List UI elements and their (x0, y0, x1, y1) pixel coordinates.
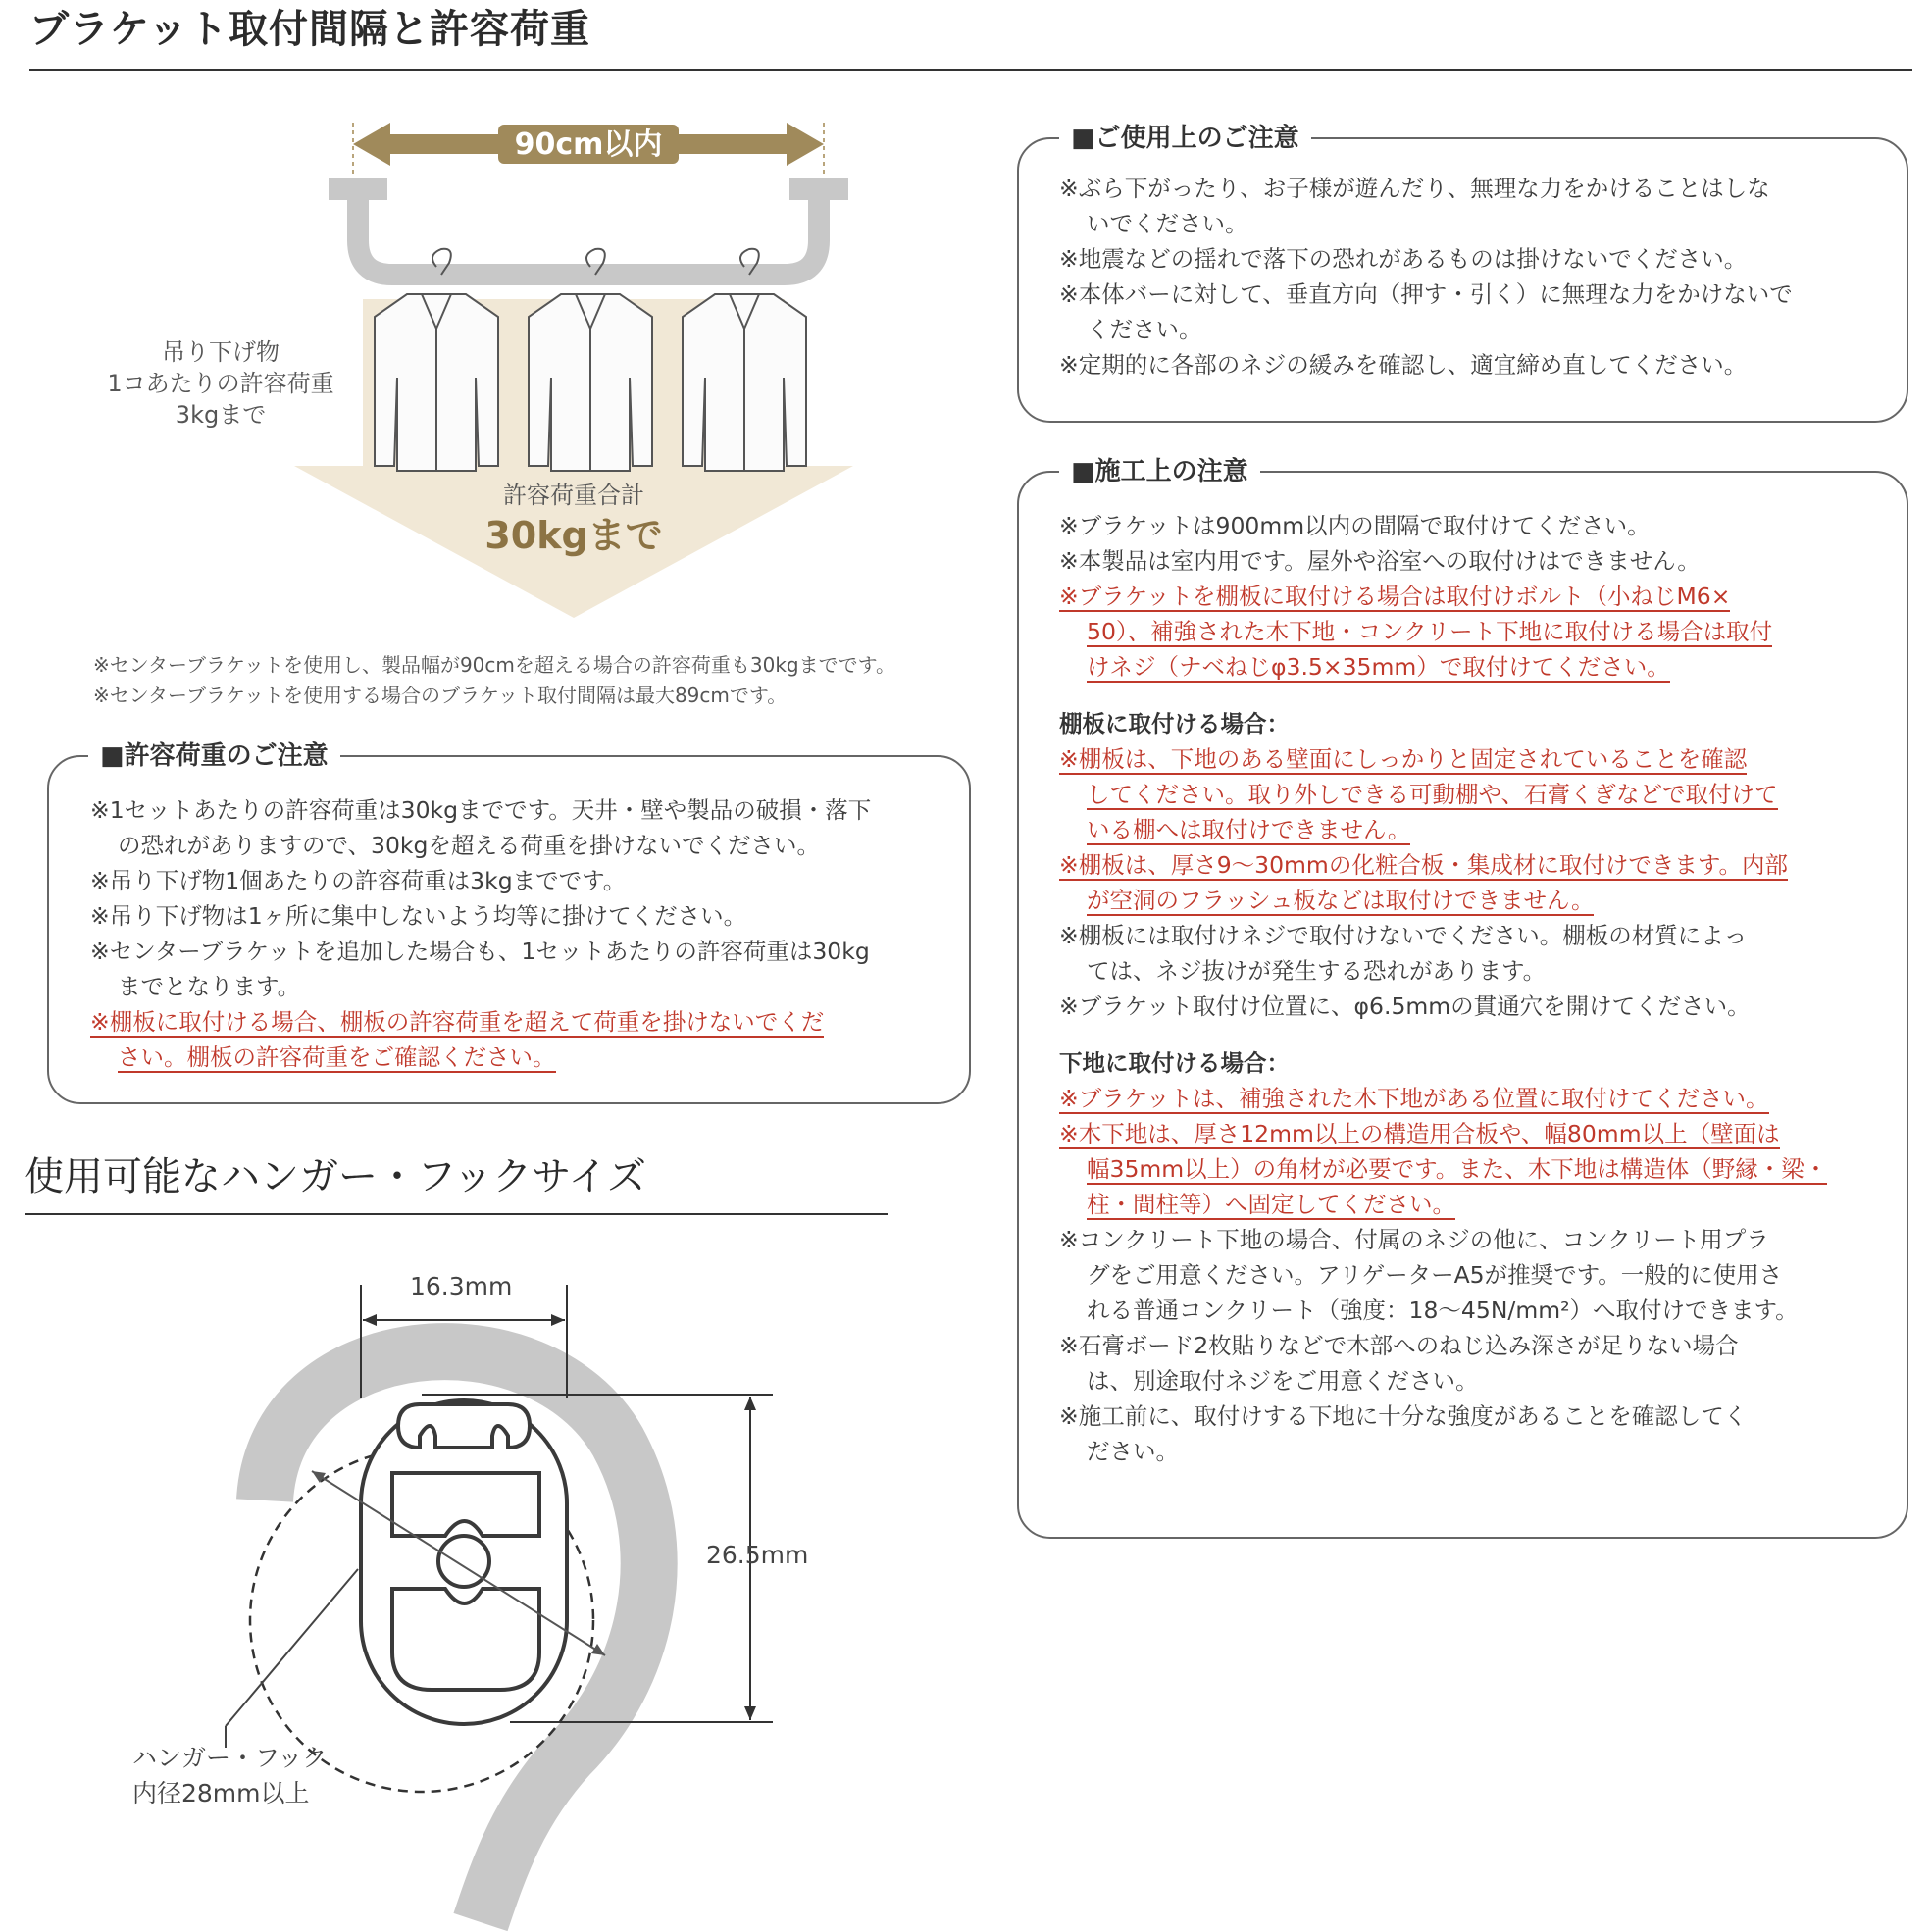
hook-size-diagram (216, 1265, 824, 1932)
caution-line: ※石膏ボード2枚貼りなどで木部へのねじ込み深さが足りない場合 (1059, 1332, 1739, 1359)
usage-caution-list (1059, 171, 1893, 382)
title-divider (29, 69, 1912, 71)
caution-line: ※1セットあたりの許容荷重は30kgまでです。天井・壁や製品の破損・落下 (90, 796, 872, 824)
caution-line: ※吊り下げ物1個あたりの許容荷重は3kgまでです。 (90, 867, 627, 894)
caution-line: けネジ（ナベねじφ3.5×35mm）で取付けてください。 (1087, 653, 1670, 681)
caution-line: ※吊り下げ物は1ヶ所に集中しないよう均等に掛けてください。 (90, 902, 747, 930)
caution-line: ※棚板に取付ける場合、棚板の許容荷重を超えて荷重を掛けないでくだ (90, 1008, 825, 1036)
caution-line: ※棚板は、下地のある壁面にしっかりと固定されていることを確認 (1059, 745, 1748, 773)
caution-line: 50）、補強された木下地・コンクリート下地に取付ける場合は取付 (1087, 618, 1773, 645)
load-caution-list (90, 792, 953, 1075)
caution-line: の恐れがありますので、30kgを超える荷重を掛けないでください。 (118, 832, 820, 859)
caution-line: ※定期的に各部のネジの緩みを確認し、適宜締め直してください。 (1059, 351, 1748, 379)
caution-line: は、別途取付ネジをご用意ください。 (1087, 1367, 1479, 1395)
total-load-label: 許容荷重合計 30kgまで (484, 482, 663, 557)
usage-caution-title: ■ご使用上のご注意 (1059, 122, 1311, 155)
hanger-section-divider (25, 1213, 888, 1215)
caution-line: 幅35mm以上）の角材が必要です。また、木下地は構造体（野縁・梁・ (1087, 1155, 1828, 1183)
caution-line: ※木下地は、厚さ12mm以上の構造用合板や、幅80mm以上（壁面は (1059, 1120, 1780, 1147)
bar-cross-section (361, 1400, 567, 1724)
figure-notes: ※センターブラケットを使用し、製品幅が90cmを超える場合の許容荷重も30kgまでです。 ※センターブラケットを使用する場合のブラケット取付間隔は最大89cmです。 (93, 653, 896, 707)
caution-line: いる棚へは取付けできません。 (1087, 816, 1411, 843)
caution-line: ては、ネジ抜けが発生する恐れがあります。 (1087, 957, 1547, 985)
caution-line: が空洞のフラッシュ板などは取付けできません。 (1087, 887, 1595, 914)
hanger-section-title: 使用可能なハンガー・フックサイズ (25, 1154, 646, 1199)
caution-line: 柱・間柱等）へ固定してください。 (1087, 1191, 1455, 1218)
caution-line: してください。取り外しできる可動棚や、石膏くぎなどで取付けて (1087, 781, 1778, 808)
caution-line: さい。棚板の許容荷重をご確認ください。 (118, 1043, 556, 1071)
height-dimension-label: 26.5mm (706, 1541, 809, 1569)
caution-line: ※コンクリート下地の場合、付属のネジの他に、コンクリート用プラ (1059, 1226, 1769, 1253)
load-caution-title: ■許容荷重のご注意 (88, 739, 340, 773)
caution-line: ※ブラケットは900mm以内の間隔で取付けてください。 (1059, 512, 1651, 539)
caution-line: グをご用意ください。アリゲーターA5が推奨です。一般的に使用さ (1087, 1261, 1783, 1289)
caution-line: ※センターブラケットを追加した場合も、1セットあたりの許容荷重は30kg (90, 938, 870, 965)
caution-line: ※ぶら下がったり、お子様が遊んだり、無理な力をかけることはしな (1059, 175, 1770, 202)
caution-line: ※ブラケット取付け位置に、φ6.5mmの貫通穴を開けてください。 (1059, 992, 1751, 1020)
caution-line (1059, 1024, 1893, 1045)
caution-line: ※地震などの揺れで落下の恐れがあるものは掛けないでください。 (1059, 245, 1748, 273)
span-label: 90cm以内 (514, 127, 663, 162)
width-dimension-label: 16.3mm (410, 1272, 513, 1300)
caution-line: ※施工前に、取付けする下地に十分な強度があることを確認してく (1059, 1402, 1748, 1430)
caution-line: ださい。 (1087, 1438, 1179, 1465)
hanger-bar (329, 178, 848, 275)
caution-line: 下地に取付ける場合： (1059, 1049, 1290, 1077)
caution-line: ※棚板は、厚さ9〜30mmの化粧合板・集成材に取付けできます。内部 (1059, 851, 1788, 879)
caution-line: ※ブラケットは、補強された木下地がある位置に取付けてください。 (1059, 1085, 1769, 1112)
item-load-label: 吊り下げ物 1コあたりの許容荷重 3kgまで (107, 338, 334, 429)
install-caution-list (1059, 508, 1893, 1469)
hook-diameter-label: ハンガー・フック 内径28mm以上 (132, 1744, 328, 1807)
caution-line: 棚板に取付ける場合： (1059, 710, 1290, 737)
caution-line: ※ブラケットを棚板に取付ける場合は取付けボルト（小ねじM6× (1059, 583, 1731, 610)
caution-line: ※本製品は室内用です。屋外や浴室への取付けはできません。 (1059, 547, 1701, 575)
caution-line: れる普通コンクリート（強度：18〜45N/mm²）へ取付けできます。 (1087, 1296, 1799, 1324)
caution-line (1059, 685, 1893, 706)
install-caution-title: ■施工上の注意 (1059, 455, 1260, 488)
caution-line: までとなります。 (118, 973, 301, 1000)
page-title: ブラケット取付間隔と許容荷重 (29, 7, 590, 52)
caution-line: いでください。 (1087, 210, 1248, 237)
caution-line: ください。 (1087, 316, 1202, 343)
caution-line: ※棚板には取付けネジで取付けないでください。棚板の材質によっ (1059, 922, 1748, 949)
caution-line: ※本体バーに対して、垂直方向（押す・引く）に無理な力をかけないで (1059, 280, 1793, 308)
